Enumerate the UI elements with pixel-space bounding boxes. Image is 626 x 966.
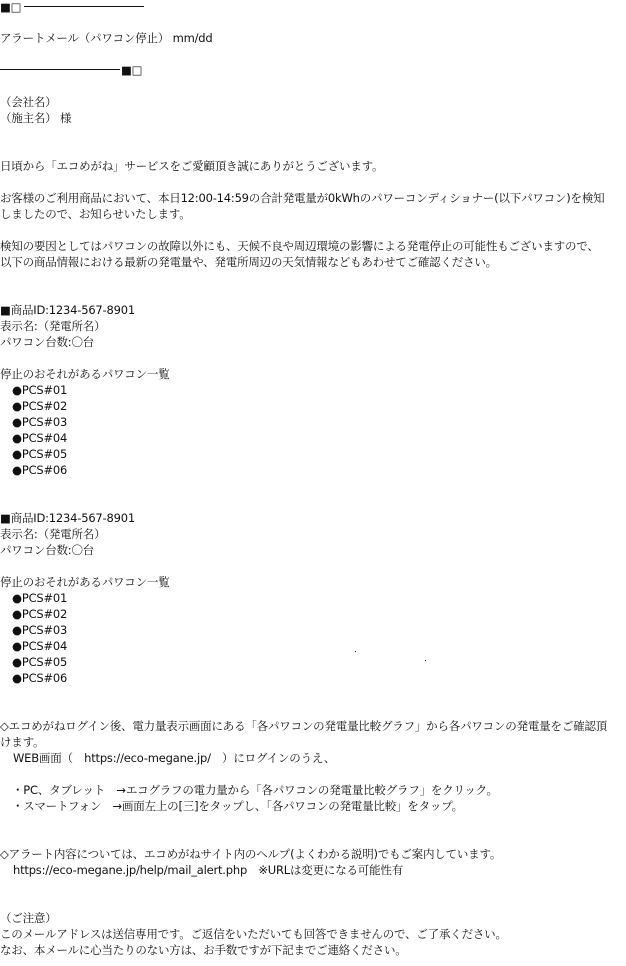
login-guide-pc: ・PC、タブレット →エコグラフの電力量から「各パワコンの発電量比較グラフ」をクリック。 [12, 783, 498, 797]
product-id: ■商品ID:1234-567-8901 [0, 303, 135, 317]
product-id: ■商品ID:1234-567-8901 [0, 511, 135, 525]
pcs-list-item: ●PCS#01 [12, 383, 68, 397]
top-decoration-squares: ■□ [0, 0, 22, 14]
product-display-name: 表示名:（発電所名） [0, 319, 106, 333]
login-guide-line-1: ◇エコめがねログイン後、電力量表示画面にある「各パワコンの発電量比較グラフ」から各パワコンの発電量をご確認頂 [0, 719, 607, 733]
pcs-list-item: ●PCS#04 [12, 431, 68, 445]
cause-line-1: 検知の要因としてはパワコンの故障以外にも、天候不良や周辺環境の影響による発電停止の可能性もございますので、 [0, 239, 599, 253]
recipient-owner: （施主名） 様 [0, 111, 72, 125]
pcs-list-item: ●PCS#04 [12, 639, 68, 653]
pcs-list-item: ●PCS#05 [12, 655, 68, 669]
login-guide-line-2: けます。 [0, 735, 45, 749]
stray-dot [425, 660, 426, 661]
pcs-list-item: ●PCS#02 [12, 399, 68, 413]
login-guide-smartphone: ・スマートフォン →画面左上の[三]をタップし、「各パワコンの発電量比較」をタップ。 [12, 799, 463, 813]
pcs-list-item: ●PCS#01 [12, 591, 68, 605]
notice-line-2: しましたので、お知らせいたします。 [0, 207, 191, 221]
footer-note-title: （ご注意） [0, 911, 57, 925]
pcs-list-item: ●PCS#06 [12, 463, 68, 477]
pcs-count: パワコン台数:〇台 [0, 335, 95, 349]
pcs-list-item: ●PCS#06 [12, 671, 68, 685]
pcs-list-item: ●PCS#05 [12, 447, 68, 461]
pcs-list-item: ●PCS#02 [12, 607, 68, 621]
pcs-list-title: 停止のおそれがあるパワコン一覧 [0, 367, 170, 381]
bottom-decoration-squares: ■□ [121, 63, 143, 77]
pcs-count: パワコン台数:〇台 [0, 543, 95, 557]
greeting-text: 日頃から「エコめがね」サービスをご愛顧頂き誠にありがとうございます。 [0, 159, 384, 173]
pcs-list-item: ●PCS#03 [12, 623, 68, 637]
help-url-line: https://eco-megane.jp/help/mail_alert.php ※URLは変更になる可能性有 [13, 863, 404, 877]
stray-dot [355, 651, 356, 652]
pcs-list-item: ●PCS#03 [12, 415, 68, 429]
pcs-list-title: 停止のおそれがあるパワコン一覧 [0, 575, 170, 589]
top-divider-line [24, 6, 144, 7]
footer-note-line-1: このメールアドレスは送信専用です。ご返信をいただいても回答できませんので、ご了承ください。 [0, 927, 507, 941]
cause-line-2: 以下の商品情報における最新の発電量や、発電所周辺の天気情報などもあわせてご確認ください。 [0, 255, 497, 269]
help-line-1: ◇アラート内容については、エコめがねサイト内のヘルプ(よくわかる説明)でもご案内しています。 [0, 847, 502, 861]
mail-subject: アラートメール（パワコン停止） mm/dd [0, 31, 213, 45]
bottom-divider-line [0, 69, 120, 70]
notice-line-1: お客様のご利用商品において、本日12:00-14:59の合計発電量が0kWhのパワーコンディショナー(以下パワコン)を検知 [0, 191, 605, 205]
recipient-company: （会社名） [0, 95, 57, 109]
product-display-name: 表示名:（発電所名） [0, 527, 106, 541]
footer-note-line-2: なお、本メールに心当たりのない方は、お手数ですが下記までご連絡ください。 [0, 943, 407, 957]
login-guide-web: WEB画面（ https://eco-megane.jp/ ）にログインのうえ、 [13, 751, 336, 765]
